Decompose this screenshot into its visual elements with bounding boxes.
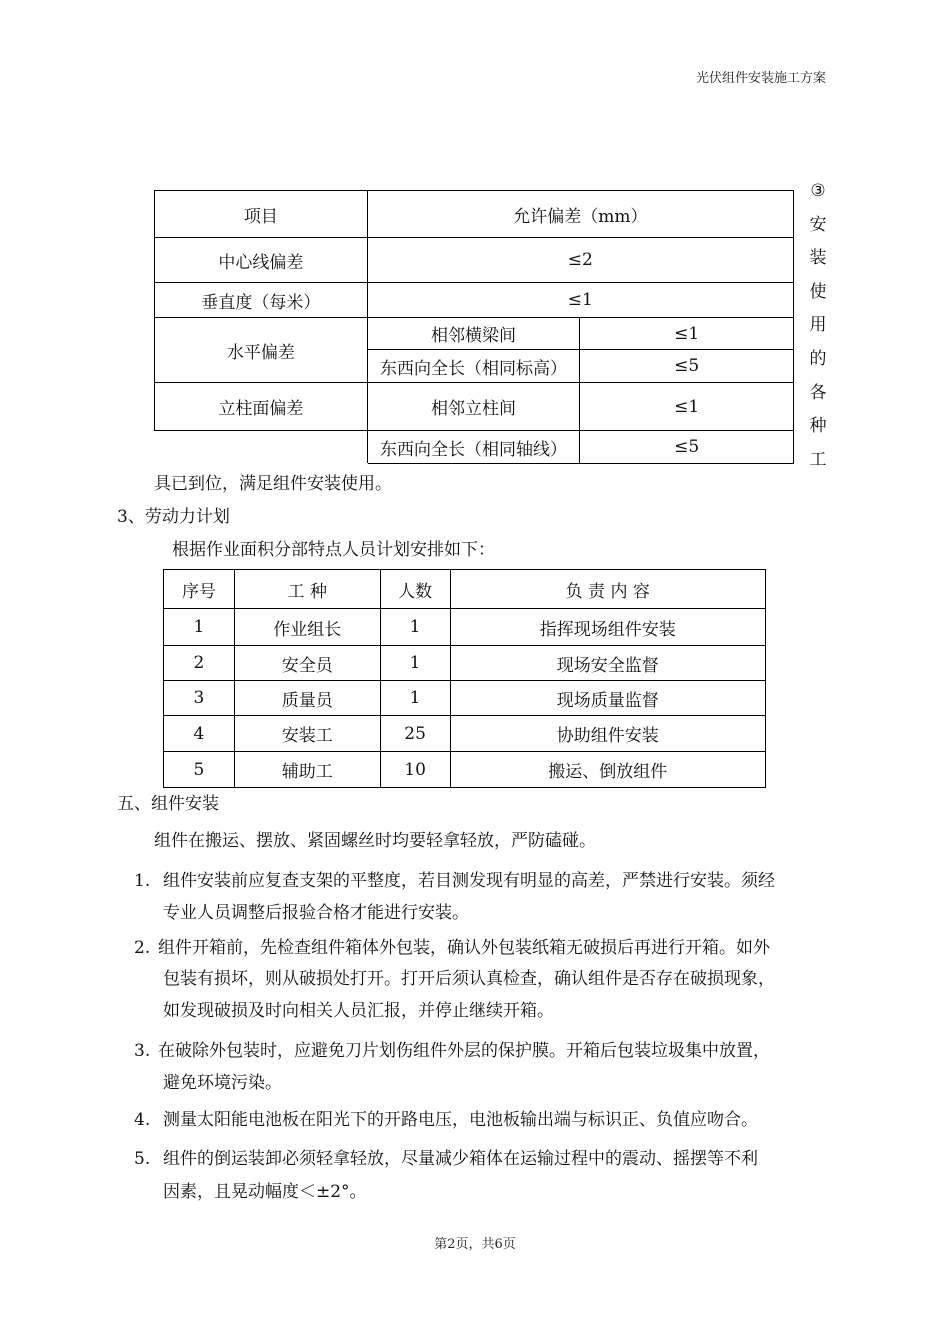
labor-cell: 2 <box>164 646 235 681</box>
labor-cell: 辅助工 <box>234 752 380 788</box>
item-line: 组件开箱前，先检查组件箱体外包装，确认外包装纸箱无破损后再进行开箱。如外 <box>158 938 770 958</box>
labor-heading: 3、劳动力计划 <box>117 507 230 527</box>
side-char: 工 <box>809 449 827 470</box>
item-number: 4. <box>134 1110 151 1130</box>
side-char: 用 <box>809 315 827 336</box>
labor-cell: 现场安全监督 <box>450 646 765 681</box>
labor-cell: 10 <box>380 752 450 788</box>
tol-r3-label: 水平偏差 <box>155 318 368 383</box>
labor-cell: 质量员 <box>234 681 380 716</box>
labor-cell: 1 <box>380 609 450 646</box>
page-footer: 第2页，共6页 <box>434 1237 516 1252</box>
item-line: 因素，且晃动幅度＜±2°。 <box>163 1182 367 1202</box>
tools-ready-line: 具已到位，满足组件安装使用。 <box>154 474 392 494</box>
item-line: 如发现破损及时向相关人员汇报，并停止继续开箱。 <box>163 1001 554 1021</box>
item-number: 2. <box>134 938 151 958</box>
labor-header-duty: 负 责 内 容 <box>450 570 765 609</box>
tol-r4a-value: ≤1 <box>580 383 794 431</box>
tol-r3a-value: ≤1 <box>580 318 794 350</box>
tol-header-allow: 允许偏差（mm） <box>367 191 793 238</box>
table-row <box>164 752 766 788</box>
labor-cell: 现场质量监督 <box>450 681 765 716</box>
section5-heading: 五、组件安装 <box>117 794 219 814</box>
side-char: 使 <box>809 281 827 302</box>
side-char: 安 <box>809 214 827 235</box>
side-char: 的 <box>809 348 827 369</box>
item-line: 避免环境污染。 <box>163 1073 282 1093</box>
table-row <box>164 646 766 681</box>
item-number: 3. <box>134 1041 151 1061</box>
labor-table <box>163 569 766 788</box>
labor-cell: 安装工 <box>234 716 380 752</box>
section5-intro: 组件在搬运、摆放、紧固螺丝时均要轻拿轻放，严防磕碰。 <box>154 831 596 851</box>
side-char: ③ <box>810 181 826 201</box>
tol-r4a-sub: 相邻立柱间 <box>367 383 580 431</box>
tol-r4b-sub: 东西向全长（相同轴线） <box>367 431 580 464</box>
vertical-side-text <box>806 175 830 477</box>
labor-header-no: 序号 <box>164 570 235 609</box>
side-char: 种 <box>809 416 827 437</box>
table-row <box>164 609 766 646</box>
labor-cell: 1 <box>164 609 235 646</box>
item-line: 组件安装前应复查支架的平整度，若目测发现有明显的高差，严禁进行安装。须经 <box>163 871 775 891</box>
item-line: 组件的倒运装卸必须轻拿轻放，尽量减少箱体在运输过程中的震动、摇摆等不利 <box>163 1149 758 1169</box>
item-number: 1. <box>134 871 151 891</box>
tol-r1-label: 中心线偏差 <box>155 238 368 283</box>
tol-r3a-sub: 相邻横梁间 <box>367 318 580 350</box>
tol-r4-blank <box>155 431 368 464</box>
labor-cell: 搬运、倒放组件 <box>450 752 765 788</box>
tolerance-table <box>154 190 794 464</box>
labor-header-type: 工 种 <box>234 570 380 609</box>
item-line: 在破除外包装时，应避免刀片划伤组件外层的保护膜。开箱后包装垃圾集中放置， <box>158 1041 770 1061</box>
labor-cell: 指挥现场组件安装 <box>450 609 765 646</box>
labor-cell: 安全员 <box>234 646 380 681</box>
labor-cell: 25 <box>380 716 450 752</box>
labor-cell: 3 <box>164 681 235 716</box>
header-rule <box>118 95 832 96</box>
item-line: 测量太阳能电池板在阳光下的开路电压，电池板输出端与标识正、负值应吻合。 <box>163 1110 758 1130</box>
table-row <box>164 716 766 752</box>
tol-r4-label: 立柱面偏差 <box>155 383 368 431</box>
table-row <box>164 681 766 716</box>
item-number: 5. <box>134 1149 151 1169</box>
tol-header-item: 项目 <box>155 191 368 238</box>
labor-header-count: 人数 <box>380 570 450 609</box>
item-line: 包装有损坏，则从破损处打开。打开后须认真检查，确认组件是否存在破损现象， <box>163 969 775 989</box>
labor-cell: 1 <box>380 646 450 681</box>
labor-cell: 作业组长 <box>234 609 380 646</box>
tol-r2-value: ≤1 <box>367 283 793 318</box>
item-line: 专业人员调整后报验合格才能进行安装。 <box>163 903 469 923</box>
labor-cell: 5 <box>164 752 235 788</box>
tol-r3b-sub: 东西向全长（相同标高） <box>367 350 580 383</box>
page-header-title: 光伏组件安装施工方案 <box>695 71 826 86</box>
side-char: 各 <box>809 382 827 403</box>
labor-cell: 1 <box>380 681 450 716</box>
labor-cell: 4 <box>164 716 235 752</box>
labor-cell: 协助组件安装 <box>450 716 765 752</box>
tol-r4b-value: ≤5 <box>580 431 794 464</box>
tol-r1-value: ≤2 <box>367 238 793 283</box>
tol-r2-label: 垂直度（每米） <box>155 283 368 318</box>
labor-intro: 根据作业面积分部特点人员计划安排如下： <box>172 540 495 560</box>
tol-r3b-value: ≤5 <box>580 350 794 383</box>
side-char: 装 <box>809 248 827 269</box>
